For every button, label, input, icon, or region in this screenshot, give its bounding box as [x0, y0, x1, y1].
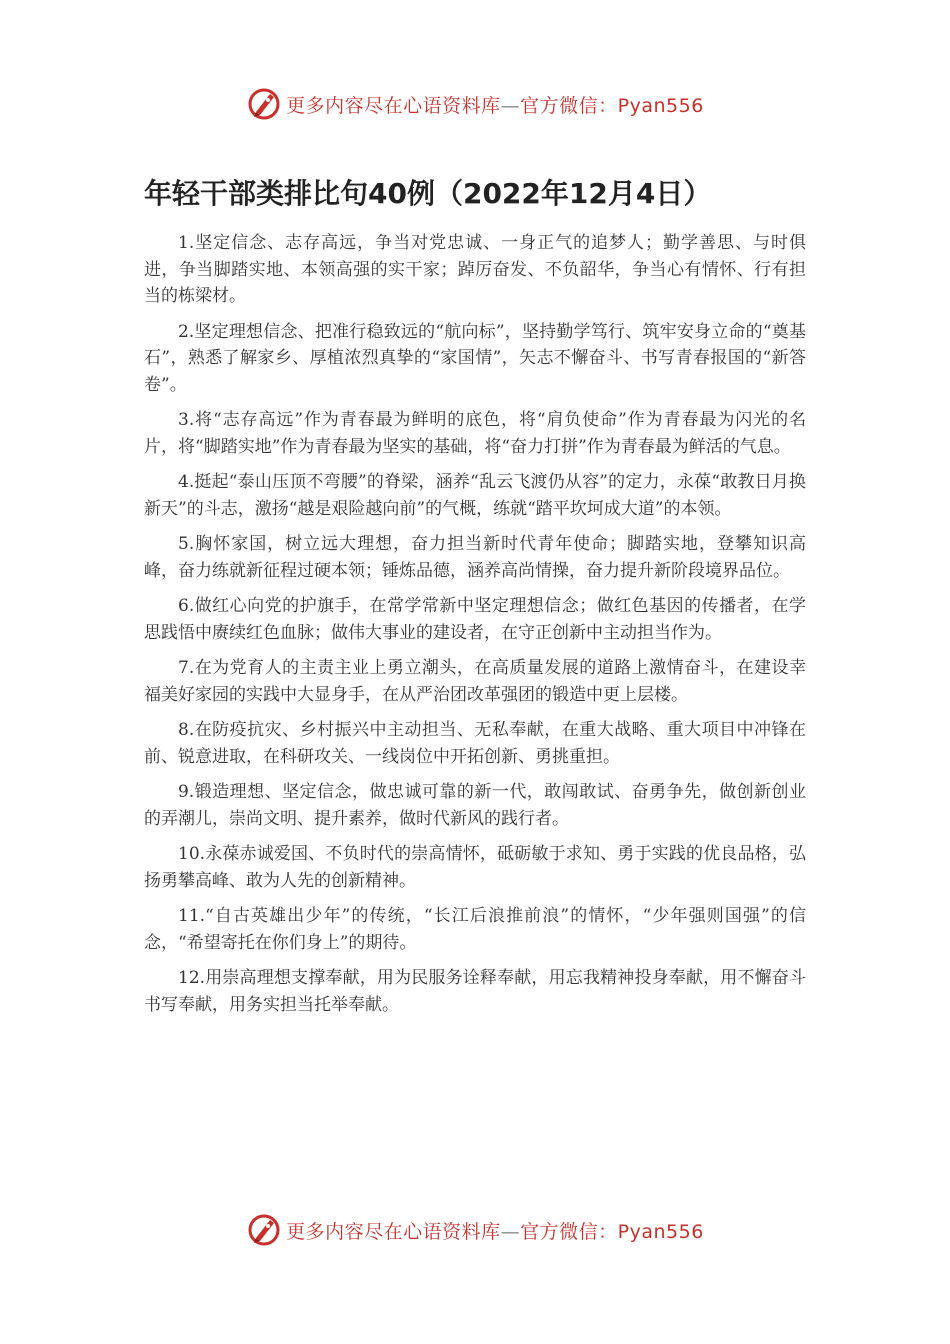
paragraph-12: 12.用崇高理想支撑奉献，用为民服务诠释奉献，用忘我精神投身奉献，用不懈奋斗书写奉献，用务实担当托举奉献。	[144, 968, 806, 1015]
pen-logo-icon	[246, 1212, 282, 1248]
paragraph-11: 11.“自古英雄出少年”的传统，“长江后浪推前浪”的情怀，“少年强则国强”的信念，“希望寄托在你们身上”的期待。	[144, 906, 806, 953]
header-brand-text	[286, 91, 704, 118]
paragraph-5: 5.胸怀家国，树立远大理想，奋力担当新时代青年使命；脚踏实地，登攀知识高峰，奋力练就新征程过硬本领；锤炼品德，涵养高尚情操，奋力提升新阶段境界品位。	[144, 534, 806, 581]
pen-logo-icon	[246, 86, 282, 122]
footer-dash: —	[500, 1220, 521, 1243]
paragraph-7: 7.在为党育人的主责主业上勇立潮头，在高质量发展的道路上激情奋斗，在建设幸福美好家园的实践中大显身手，在从严治团改革强团的锻造中更上层楼。	[144, 658, 806, 705]
header-wechat-text: 官方微信：Pyan556	[520, 94, 704, 117]
document-body	[144, 230, 806, 1027]
paragraph-6: 6.做红心向党的护旗手，在常学常新中坚定理想信念；做红色基因的传播者，在学思践悟中赓续红色血脉；做伟大事业的建设者，在守正创新中主动担当作为。	[144, 596, 806, 643]
paragraph-9: 9.锻造理想、坚定信念，做忠诚可靠的新一代，敢闯敢试、奋勇争先，做创新创业的弄潮儿，崇尚文明、提升素养，做时代新风的践行者。	[144, 782, 806, 829]
header-brand-banner	[0, 84, 950, 124]
paragraph-8: 8.在防疫抗灾、乡村振兴中主动担当、无私奉献，在重大战略、重大项目中冲锋在前、锐意进取，在科研攻关、一线岗位中开拓创新、勇挑重担。	[144, 720, 806, 767]
paragraph-4: 4.挺起“泰山压顶不弯腰”的脊梁，涵养“乱云飞渡仍从容”的定力，永葆“敢教日月换新天”的斗志，激扬“越是艰险越向前”的气概，练就“踏平坎坷成大道”的本领。	[144, 472, 806, 519]
footer-wechat-text: 官方微信：Pyan556	[520, 1220, 704, 1243]
footer-site-text: 更多内容尽在心语资料库	[286, 1220, 501, 1243]
footer-brand-text	[286, 1217, 704, 1244]
paragraph-3: 3.将“志存高远”作为青春最为鲜明的底色，将“肩负使命”作为青春最为闪光的名片，将“脚踏实地”作为青春最为坚实的基础，将“奋力打拼”作为青春最为鲜活的气息。	[144, 410, 806, 457]
header-site-text: 更多内容尽在心语资料库	[286, 94, 501, 117]
paragraph-1: 1.坚定信念、志存高远，争当对党忠诚、一身正气的追梦人；勤学善思、与时俱进，争当脚踏实地、本领高强的实干家；踔厉奋发、不负韶华，争当心有情怀、行有担当的栋梁材。	[144, 233, 806, 306]
footer-brand-banner	[0, 1210, 950, 1250]
paragraph-10: 10.永葆赤诚爱国、不负时代的崇高情怀，砥砺敏于求知、勇于实践的优良品格，弘扬勇攀高峰、敢为人先的创新精神。	[144, 844, 806, 891]
header-dash: —	[500, 94, 521, 117]
paragraph-2: 2.坚定理想信念、把准行稳致远的“航向标”，坚持勤学笃行、筑牢安身立命的“奠基石”，熟悉了解家乡、厚植浓烈真挚的“家国情”，矢志不懈奋斗、书写青春报国的“新答卷”。	[144, 321, 806, 395]
document-title: 年轻干部类排比句40例（2022年12月4日）	[144, 177, 712, 210]
